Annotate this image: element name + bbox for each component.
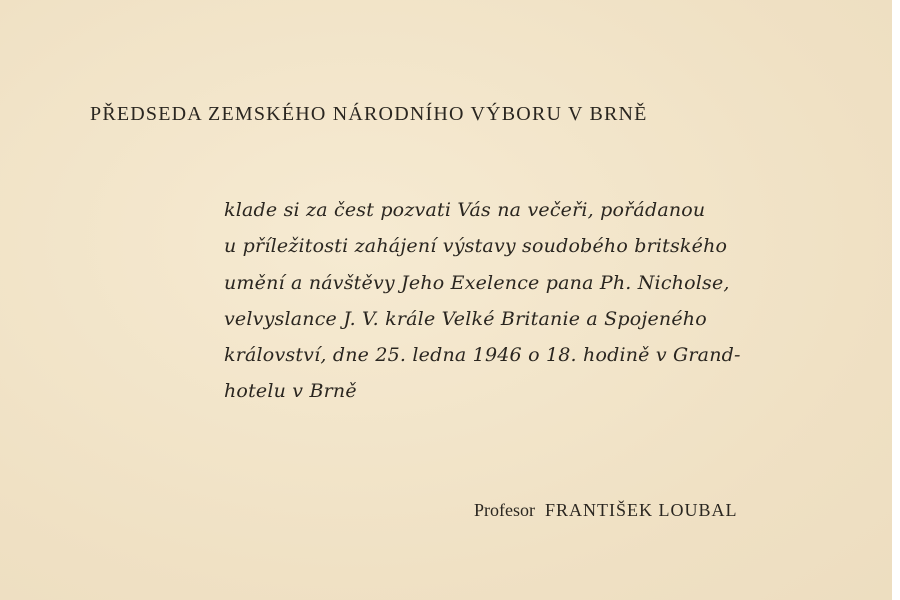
invitation-body — [224, 192, 784, 410]
signature-name: FRANTIŠEK LOUBAL — [545, 500, 738, 520]
sender-heading: PŘEDSEDA ZEMSKÉHO NÁRODNÍHO VÝBORU V BRNĚ — [90, 103, 648, 125]
body-line: u příležitosti zahájení výstavy soudobého britského — [224, 235, 728, 258]
body-line: hotelu v Brně — [224, 380, 357, 403]
body-line: klade si za čest pozvati Vás na večeři, pořádanou — [224, 199, 706, 221]
signature-title: Profesor — [474, 500, 535, 520]
body-line: velvyslance J. V. krále Velké Britanie a Spojeného — [224, 307, 707, 330]
signature-block — [474, 500, 738, 521]
body-line: umění a návštěvy Jeho Exelence pana Ph. Nicholse, — [224, 271, 730, 294]
scan-margin — [892, 0, 900, 600]
body-line: království, dne 25. ledna 1946 o 18. hodině v Grand- — [224, 344, 741, 367]
